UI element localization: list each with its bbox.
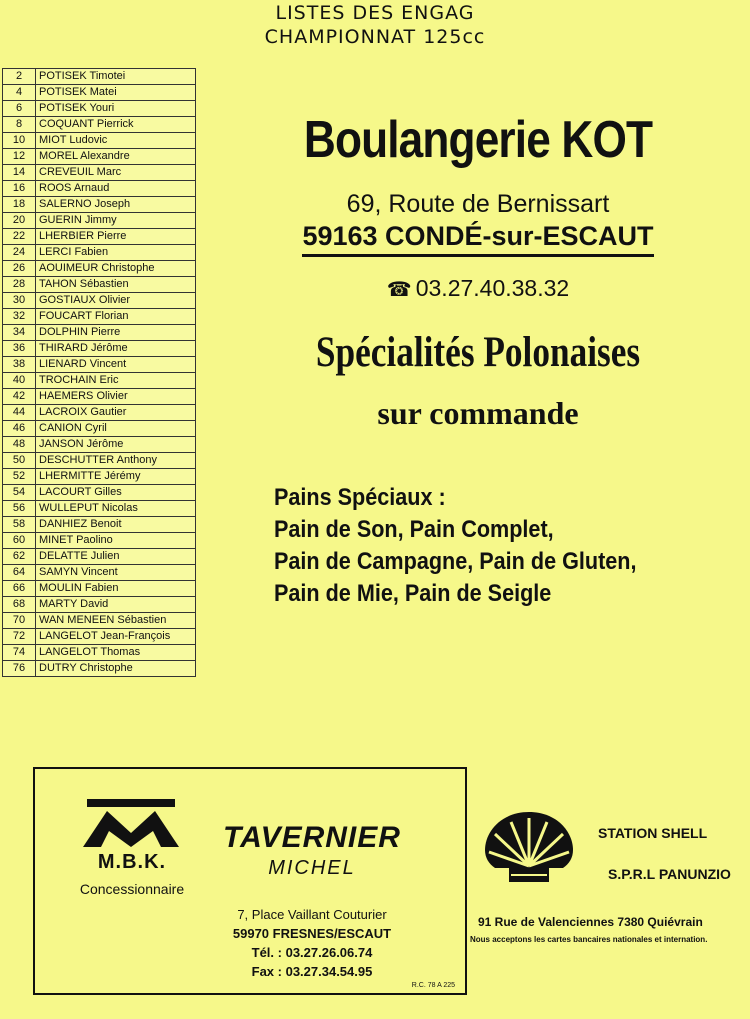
entry-name: DOLPHIN Pierre: [36, 325, 196, 341]
entry-number: 2: [3, 69, 36, 85]
tavernier-firstname: MICHEL: [268, 857, 356, 879]
entry-number: 22: [3, 229, 36, 245]
table-row: [3, 309, 196, 325]
entry-name: MARTY David: [36, 597, 196, 613]
entry-number: 68: [3, 597, 36, 613]
bakery-address-street: 69, Route de Bernissart: [346, 190, 610, 218]
entry-name: MOULIN Fabien: [36, 581, 196, 597]
table-row: [3, 277, 196, 293]
table-row: [3, 421, 196, 437]
entry-number: 14: [3, 165, 36, 181]
entry-name: GUERIN Jimmy: [36, 213, 196, 229]
entry-number: 72: [3, 629, 36, 645]
entry-name: MOREL Alexandre: [36, 149, 196, 165]
table-row: [3, 533, 196, 549]
table-row: [3, 373, 196, 389]
table-row: [3, 197, 196, 213]
entry-number: 50: [3, 453, 36, 469]
entry-number: 10: [3, 133, 36, 149]
entry-name: JANSON Jérôme: [36, 437, 196, 453]
bakery-ad: [258, 110, 698, 432]
entry-number: 66: [3, 581, 36, 597]
tavernier-address: 7, Place Vaillant Couturier: [237, 907, 387, 922]
table-row: [3, 613, 196, 629]
mbk-subtitle: Concessionnaire: [79, 881, 185, 897]
tavernier-rc: R.C. 78 A 225: [411, 982, 455, 989]
entry-name: DUTRY Christophe: [36, 661, 196, 677]
table-row: [3, 181, 196, 197]
entry-number: 24: [3, 245, 36, 261]
shell-logo-icon: [479, 806, 579, 886]
table-row: [3, 645, 196, 661]
entry-number: 30: [3, 293, 36, 309]
entry-name: SAMYN Vincent: [36, 565, 196, 581]
table-row: [3, 485, 196, 501]
table-row: [3, 581, 196, 597]
table-row: [3, 69, 196, 85]
entry-name: LACROIX Gautier: [36, 405, 196, 421]
mbk-name: M.B.K.: [97, 851, 167, 873]
entry-name: MINET Paolino: [36, 533, 196, 549]
entry-name: CREVEUIL Marc: [36, 165, 196, 181]
table-row: [3, 101, 196, 117]
bakery-address-city: 59163 CONDÉ-sur-ESCAUT: [302, 221, 653, 257]
entry-number: 48: [3, 437, 36, 453]
table-row: [3, 437, 196, 453]
entry-number: 60: [3, 533, 36, 549]
bakery-specialty: Spécialités Polonaises: [315, 329, 641, 376]
header-title: LISTES DES ENGAG: [275, 2, 475, 24]
table-row: [3, 341, 196, 357]
entry-name: LACOURT Gilles: [36, 485, 196, 501]
bread-list-item: Pain de Mie, Pain de Seigle: [274, 580, 552, 607]
entry-number: 46: [3, 421, 36, 437]
entry-number: 76: [3, 661, 36, 677]
entry-name: POTISEK Youri: [36, 101, 196, 117]
entry-number: 34: [3, 325, 36, 341]
entry-name: POTISEK Timotei: [36, 69, 196, 85]
shell-address: 91 Rue de Valenciennes 7380 Quiévrain: [478, 915, 703, 929]
tavernier-name: TAVERNIER: [223, 821, 401, 854]
page-header: [210, 2, 540, 48]
shell-company: S.P.R.L PANUNZIO: [608, 866, 731, 882]
entry-name: THIRARD Jérôme: [36, 341, 196, 357]
table-row: [3, 453, 196, 469]
entry-name: LHERBIER Pierre: [36, 229, 196, 245]
table-row: [3, 405, 196, 421]
table-row: [3, 357, 196, 373]
table-row: [3, 133, 196, 149]
bakery-name: Boulangerie KOT: [303, 111, 653, 169]
entry-number: 56: [3, 501, 36, 517]
table-row: [3, 213, 196, 229]
header-subtitle: CHAMPIONNAT 125cc: [264, 26, 486, 48]
entry-number: 64: [3, 565, 36, 581]
table-row: [3, 229, 196, 245]
entry-name: CANION Cyril: [36, 421, 196, 437]
entry-name: SALERNO Joseph: [36, 197, 196, 213]
entry-number: 42: [3, 389, 36, 405]
table-row: [3, 565, 196, 581]
entry-name: GOSTIAUX Olivier: [36, 293, 196, 309]
entry-name: DESCHUTTER Anthony: [36, 453, 196, 469]
bread-list: [274, 482, 670, 610]
table-row: [3, 629, 196, 645]
entry-number: 36: [3, 341, 36, 357]
table-row: [3, 245, 196, 261]
bakery-phone: [258, 275, 698, 302]
table-row: [3, 117, 196, 133]
shell-station-name: STATION SHELL: [598, 825, 708, 841]
table-row: [3, 293, 196, 309]
entry-name: HAEMERS Olivier: [36, 389, 196, 405]
entry-number: 32: [3, 309, 36, 325]
entry-name: LERCI Fabien: [36, 245, 196, 261]
entry-name: TROCHAIN Eric: [36, 373, 196, 389]
table-row: [3, 517, 196, 533]
table-row: [3, 501, 196, 517]
table-row: [3, 149, 196, 165]
entry-number: 58: [3, 517, 36, 533]
entry-name: LIENARD Vincent: [36, 357, 196, 373]
tavernier-city: 59970 FRESNES/ESCAUT: [232, 926, 392, 941]
entry-name: TAHON Sébastien: [36, 277, 196, 293]
entry-name: MIOT Ludovic: [36, 133, 196, 149]
entry-number: 20: [3, 213, 36, 229]
mbk-tavernier-ad: [33, 767, 467, 995]
table-row: [3, 261, 196, 277]
entry-number: 52: [3, 469, 36, 485]
tavernier-fax: Fax : 03.27.34.54.95: [251, 964, 373, 979]
bread-list-item: Pain de Campagne, Pain de Gluten,: [274, 548, 637, 575]
entry-name: WAN MENEEN Sébastien: [36, 613, 196, 629]
bakery-phone-number: 03.27.40.38.32: [415, 275, 570, 301]
bread-list-item: Pains Spéciaux :: [274, 484, 446, 511]
entry-number: 54: [3, 485, 36, 501]
table-row: [3, 469, 196, 485]
table-row: [3, 165, 196, 181]
entry-number: 38: [3, 357, 36, 373]
entry-number: 16: [3, 181, 36, 197]
mbk-logo-icon: [83, 797, 179, 849]
table-row: [3, 85, 196, 101]
entry-number: 8: [3, 117, 36, 133]
entry-number: 74: [3, 645, 36, 661]
tavernier-tel: Tél. : 03.27.26.06.74: [251, 945, 373, 960]
entry-number: 18: [3, 197, 36, 213]
entry-name: ROOS Arnaud: [36, 181, 196, 197]
entry-number: 40: [3, 373, 36, 389]
entries-table: [2, 68, 196, 677]
entry-name: LHERMITTE Jérémy: [36, 469, 196, 485]
entry-name: WULLEPUT Nicolas: [36, 501, 196, 517]
telephone-icon: ☎: [386, 279, 412, 301]
entry-name: DELATTE Julien: [36, 549, 196, 565]
table-row: [3, 597, 196, 613]
entry-name: AOUIMEUR Christophe: [36, 261, 196, 277]
bakery-order-note: sur commande: [377, 395, 579, 431]
entry-number: 44: [3, 405, 36, 421]
entry-number: 6: [3, 101, 36, 117]
entry-name: POTISEK Matei: [36, 85, 196, 101]
tavernier-contact: [207, 905, 417, 981]
entry-name: COQUANT Pierrick: [36, 117, 196, 133]
table-row: [3, 549, 196, 565]
entry-name: LANGELOT Jean-François: [36, 629, 196, 645]
entry-number: 62: [3, 549, 36, 565]
entry-name: DANHIEZ Benoit: [36, 517, 196, 533]
entry-number: 12: [3, 149, 36, 165]
entry-number: 4: [3, 85, 36, 101]
table-row: [3, 325, 196, 341]
entry-number: 26: [3, 261, 36, 277]
shell-cards-note: Nous acceptons les cartes bancaires nationales et internation.: [470, 935, 708, 944]
entry-number: 70: [3, 613, 36, 629]
entry-name: LANGELOT Thomas: [36, 645, 196, 661]
table-row: [3, 661, 196, 677]
entry-number: 28: [3, 277, 36, 293]
bread-list-item: Pain de Son, Pain Complet,: [274, 516, 554, 543]
table-row: [3, 389, 196, 405]
entry-name: FOUCART Florian: [36, 309, 196, 325]
